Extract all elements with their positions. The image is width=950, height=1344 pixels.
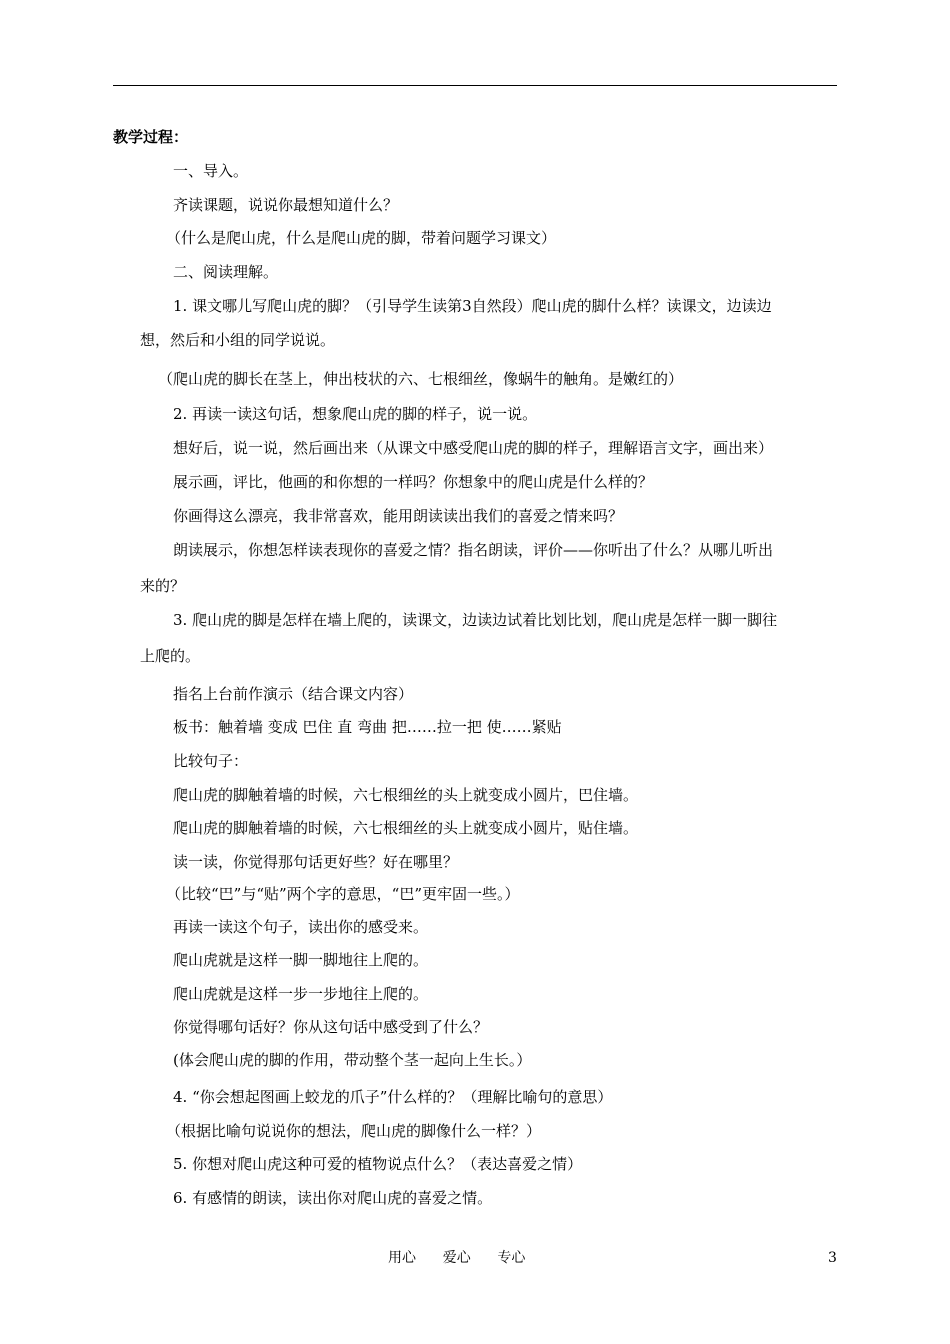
text-line: （比较“巴”与“贴”两个字的意思，“巴”更牢固一些。） [166,885,520,903]
text-line: 你觉得哪句话好？你从这句话中感受到了什么？ [173,1018,489,1036]
page-number: 3 [828,1250,837,1266]
text-line: 板书：触着墙 变成 巴住 直 弯曲 把……拉一把 使……紧贴 [173,718,562,736]
text-line: 二、阅读理解。 [173,263,279,281]
text-line: 想，然后和小组的同学说说。 [140,331,336,349]
text-line: 6. 有感情的朗读，读出你对爬山虎的喜爱之情。 [173,1189,493,1207]
text-line: 你画得这么漂亮，我非常喜欢，能用朗读读出我们的喜爱之情来吗？ [173,507,624,525]
text-line: 爬山虎就是这样一步一步地往上爬的。 [173,985,429,1003]
text-line: 想好后，说一说，然后画出来（从课文中感受爬山虎的脚的样子，理解语言文字，画出来） [173,439,774,457]
text-line: 上爬的。 [140,647,201,665]
section-heading: 教学过程： [113,128,189,146]
text-line: 一、导入。 [173,162,249,180]
text-line: 4. “你会想起图画上蛟龙的爪子”什么样的？（理解比喻句的意思） [173,1088,613,1106]
text-line: 展示画，评比，他画的和你想的一样吗？你想象中的爬山虎是什么样的？ [173,473,654,491]
text-line: 朗读展示，你想怎样读表现你的喜爱之情？指名朗读，评价——你听出了什么？从哪儿听出 [173,541,774,559]
text-line: 比较句子： [173,752,249,770]
text-line: 再读一读这个句子，读出你的感受来。 [173,918,429,936]
text-line: 2. 再读一读这句话，想象爬山虎的脚的样子，说一说。 [173,405,538,423]
text-line: 齐读课题，说说你最想知道什么？ [173,196,399,214]
text-line: （根据比喻句说说你的想法，爬山虎的脚像什么一样？） [166,1122,542,1140]
text-line: 爬山虎的脚触着墙的时候，六七根细丝的头上就变成小圆片，贴住墙。 [173,819,639,837]
text-line: 来的？ [140,577,186,595]
footer-slogan: 用心 爱心 专心 [388,1250,526,1266]
text-line: （爬山虎的脚长在茎上，伸出枝状的六、七根细丝，像蜗牛的触角。是嫩红的） [158,370,684,388]
text-line: 3. 爬山虎的脚是怎样在墙上爬的，读课文，边读边试着比划比划，爬山虎是怎样一脚一脚往 [173,611,778,629]
text-line: (体会爬山虎的脚的作用，带动整个茎一起向上生长。） [173,1051,532,1069]
text-line: 爬山虎就是这样一脚一脚地往上爬的。 [173,951,429,969]
text-line: 1. 课文哪儿写爬山虎的脚？（引导学生读第3自然段）爬山虎的脚什么样？读课文，边读边 [173,297,772,315]
text-line: 爬山虎的脚触着墙的时候，六七根细丝的头上就变成小圆片，巴住墙。 [173,786,639,804]
text-line: 读一读，你觉得那句话更好些？好在哪里？ [173,853,459,871]
header-rule [113,85,837,86]
text-line: （什么是爬山虎，什么是爬山虎的脚，带着问题学习课文） [166,229,557,247]
text-line: 指名上台前作演示（结合课文内容） [173,685,414,703]
text-line: 5. 你想对爬山虎这种可爱的植物说点什么？（表达喜爱之情） [173,1155,583,1173]
